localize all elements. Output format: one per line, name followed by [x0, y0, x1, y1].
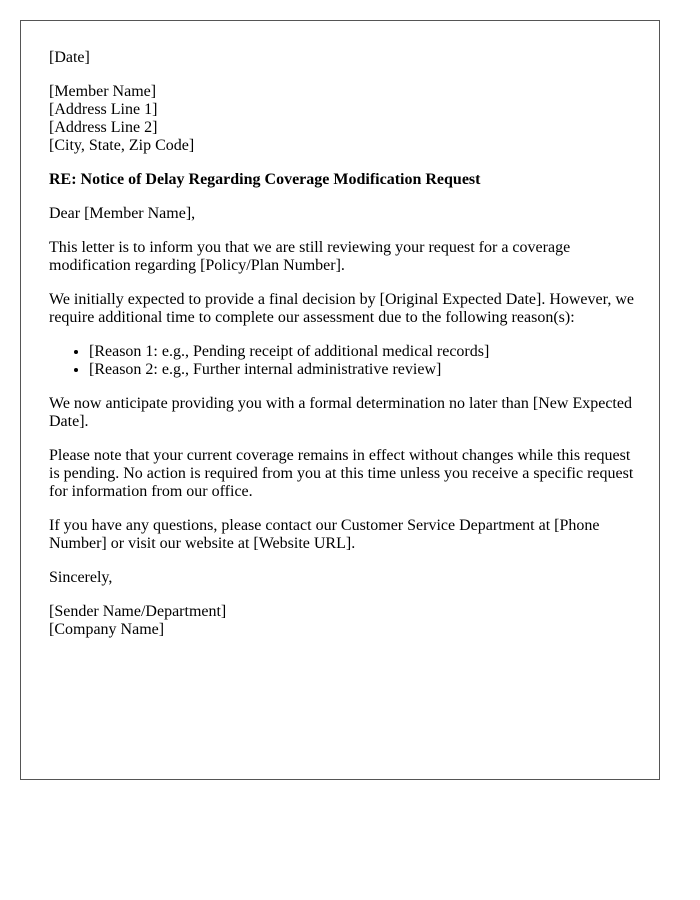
- letter-subject: RE: Notice of Delay Regarding Coverage Modification Request: [49, 171, 481, 188]
- salutation: Dear [Member Name],: [49, 205, 196, 222]
- letter-date: [Date]: [49, 49, 90, 66]
- recipient-address-line-1: [Address Line 1]: [49, 101, 158, 118]
- letter-body: [49, 49, 637, 639]
- intro-paragraph: This letter is to inform you that we are still reviewing your request for a coverage modification regarding [Policy/Plan Number].: [49, 239, 571, 274]
- closing: Sincerely,: [49, 569, 113, 586]
- reasons-list: [49, 343, 637, 379]
- reason-item: • [Reason 1: e.g., Pending receipt of additional medical records]: [89, 343, 637, 361]
- letter-frame: [20, 20, 660, 780]
- recipient-name: [Member Name]: [49, 83, 157, 100]
- recipient-address-line-2: [Address Line 2]: [49, 119, 158, 136]
- sender-name: [Sender Name/Department]: [49, 603, 227, 620]
- anticipate-paragraph: We now anticipate providing you with a formal determination no later than [New Expected Date].: [49, 395, 632, 430]
- reason-item: • [Reason 2: e.g., Further internal administrative review]: [89, 361, 637, 379]
- contact-paragraph: If you have any questions, please contact our Customer Service Department at [Phone Number] or visit our website at [Website URL].: [49, 517, 600, 552]
- delay-paragraph: We initially expected to provide a final decision by [Original Expected Date]. However, we require additional time to complete our assessment due to the following reason(s):: [49, 291, 634, 326]
- company-name: [Company Name]: [49, 621, 165, 638]
- coverage-note-paragraph: Please note that your current coverage remains in effect without changes while this request is pending. No action is required from you at this time unless you receive a specific request for information from our office.: [49, 447, 634, 500]
- recipient-address-block: [49, 83, 637, 155]
- recipient-city-state-zip: [City, State, Zip Code]: [49, 137, 195, 154]
- signature-block: [49, 603, 637, 639]
